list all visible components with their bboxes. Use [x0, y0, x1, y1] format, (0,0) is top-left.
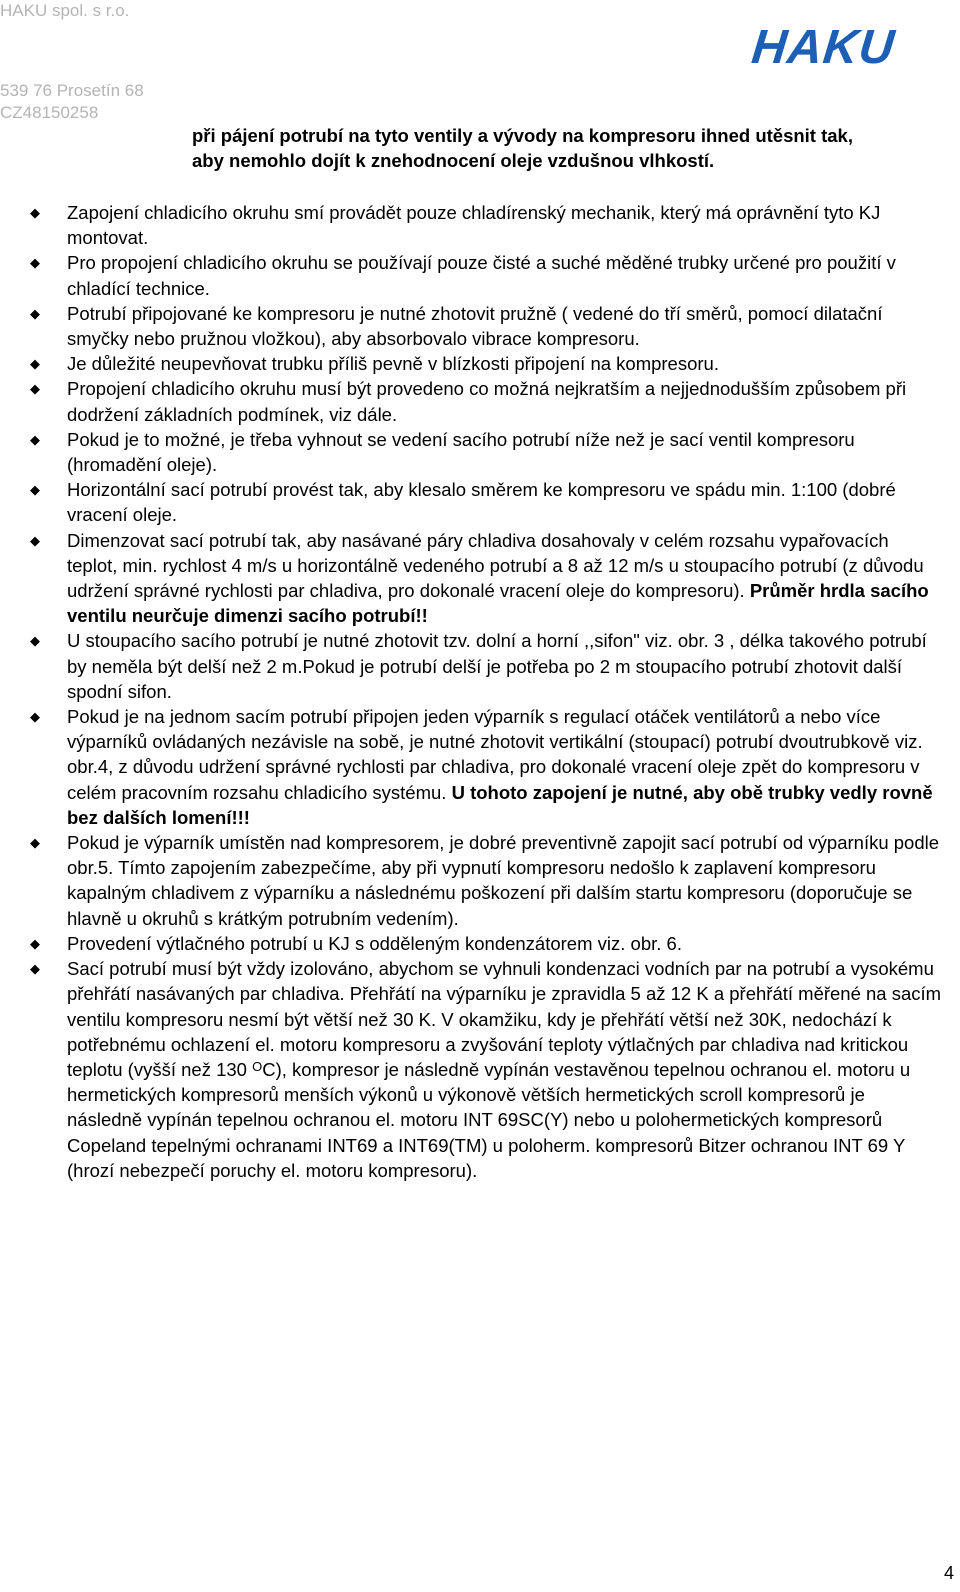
item-text: Pokud je výparník umístěn nad kompresorem, je dobré preventivně zapojit sací potrubí od výparníku podle obr.5. Tímto zapojením zabezpečíme, aby při vypnutí kompresoru nedošlo k zaplavení kompresoru kapalným chladivem z výparníku a následnému poškození při dalším startu kompresoru (doporučuje se hlavně u okruhů s krátkým potrubním vedením). [67, 832, 940, 929]
list-item [0, 628, 960, 704]
page-number: 4 [944, 1563, 955, 1583]
intro-bold-text [192, 123, 952, 173]
haku-logo: HAKU [749, 21, 898, 74]
diamond-bullet-icon: ◆ [30, 305, 40, 321]
list-item [0, 830, 960, 931]
diamond-bullet-icon: ◆ [30, 356, 40, 372]
list-item [0, 250, 960, 300]
diamond-bullet-icon: ◆ [30, 961, 40, 977]
item-bold-text: U tohoto zapojení je nutné, aby obě trubky vedly rovně bez dalších lomení!!! [67, 781, 933, 828]
list-item [0, 477, 960, 527]
company-address: 539 76 Prosetín 68 [0, 81, 144, 100]
list-item [0, 427, 960, 477]
item-text: Pro propojení chladicího okruhu se používají pouze čisté a suché měděné trubky určené pro použití v chladící technice. [67, 252, 896, 299]
intro-line-1: při pájení potrubí na tyto ventily a vývody na kompresoru ihned utěsnit tak, [192, 125, 853, 146]
item-text: Propojení chladicího okruhu musí být provedeno co možná nejkratším a nejjednodušším způsobem při dodržení základních podmínek, viz dále. [67, 378, 907, 425]
item-bold-text: Průměr hrdla sacího ventilu neurčuje dimenzi sacího potrubí!! [67, 580, 929, 627]
item-text: Sací potrubí musí být vždy izolováno, abychom se vyhnuli kondenzaci vodních par na potrubí a vysokému přehřátí nasávaných par chladiva. Přehřátí na výparníku je zpravidla 5 až 12 K a přehřátí měřené na sacím ventilu kompresoru nesmí být větší než 30 K. V okamžiku, kdy je přehřátí větší než 30K, nedochází k potřebnému ochlazení el. motoru kompresoru a zvyšování teploty výtlačných par chladiva nad kritickou teplotu (vyšší než 130 [67, 958, 942, 1080]
item-text: Horizontální sací potrubí provést tak, aby klesalo směrem ke kompresoru ve spádu min. 1:100 (dobré vracení oleje. [67, 479, 896, 526]
item-text: U stoupacího sacího potrubí je nutné zhotovit tzv. dolní a horní ,,sifon" viz. obr. 3 , délka takového potrubí by neměla být delší než 2 m.Pokud je potrubí delší je potřeba po 2 m stoupacího potrubí zhotovit další spodní sifon. [67, 630, 927, 702]
list-item [0, 376, 960, 426]
diamond-bullet-icon: ◆ [30, 709, 40, 725]
item-text: Pokud je na jednom sacím potrubí připojen jeden výparník s regulací otáček ventilátorů a nebo více výparníků ovládaných nezávisle na sobě, je nutné zhotovit vertikální (stoupací) potrubí dvoutrubkově viz. obr.4, z důvodu udržení správné rychlosti par chladiva, pro dokonalé vracení oleje zpět do kompresoru v celém pracovním rozsahu chladicího systému. [67, 706, 923, 803]
diamond-bullet-icon: ◆ [30, 482, 40, 498]
item-text: Provedení výtlačného potrubí u KJ s odděleným kondenzátorem viz. obr. 6. [67, 932, 682, 954]
item-tail-text: C), kompresor je následně vypínán vestavěnou tepelnou ochranou el. motoru u hermetických kompresorů menších výkonů u výkonově větších hermetických scroll kompresorů je následně vypínán tepelnou ochranou el. motoru INT 69SC(Y) nebo u polohermetických kompresorů Copeland tepelnými ochranami INT69 a INT69(TM) u poloherm. kompresorů Bitzer ochranou INT 69 Y (hrozí nebezpečí poruchy el. motoru kompresoru). [67, 1058, 911, 1181]
diamond-bullet-icon: ◆ [30, 205, 40, 220]
intro-line-2: aby nemohlo dojít k znehodnocení oleje vzdušnou vlhkostí. [192, 150, 715, 171]
list-item [0, 528, 960, 629]
item-text: Je důležité neupevňovat trubku příliš pevně v blízkosti připojení na kompresoru. [67, 353, 719, 375]
diamond-bullet-icon: ◆ [30, 532, 40, 548]
list-item [0, 351, 960, 376]
item-text: Potrubí připojované ke kompresoru je nutné zhotovit pružně ( vedené do tří směrů, pomocí dilatační smyčky nebo pružnou vložkou), aby absorbovalo vibrace kompresoru. [67, 302, 883, 350]
list-item [0, 931, 960, 956]
company-id: CZ48150258 [0, 103, 99, 122]
instruction-list [0, 200, 960, 1183]
diamond-bullet-icon: ◆ [30, 835, 40, 851]
diamond-bullet-icon: ◆ [30, 431, 40, 447]
diamond-bullet-icon: ◆ [30, 935, 40, 951]
item-text: Zapojení chladicího okruhu smí provádět pouze chladírenský mechanik, který má oprávnění tyto KJ montovat. [67, 202, 881, 249]
item-text: Pokud je to možné, je třeba vyhnout se vedení sacího potrubí níže než je sací ventil kompresoru (hromadění oleje). [67, 428, 855, 476]
diamond-bullet-icon: ◆ [30, 255, 40, 271]
item-text: Dimenzovat sací potrubí tak, aby nasávané páry chladiva dosahovaly v celém rozsahu vypařovacích teplot, min. rychlost 4 m/s u horizontálně vedeného potrubí a 8 až 12 m/s u stoupacího potrubí (z důvodu udržení správné rychlosti par chladiva, pro dokonalé vracení oleje do kompresoru). [67, 529, 924, 602]
company-name: HAKU spol. s r.o. [0, 1, 130, 20]
list-item [0, 956, 960, 1183]
list-item [0, 200, 960, 250]
degree-superscript: O [252, 1058, 263, 1074]
diamond-bullet-icon: ◆ [30, 381, 40, 397]
list-item [0, 301, 960, 351]
list-item [0, 704, 960, 830]
diamond-bullet-icon: ◆ [30, 633, 40, 649]
